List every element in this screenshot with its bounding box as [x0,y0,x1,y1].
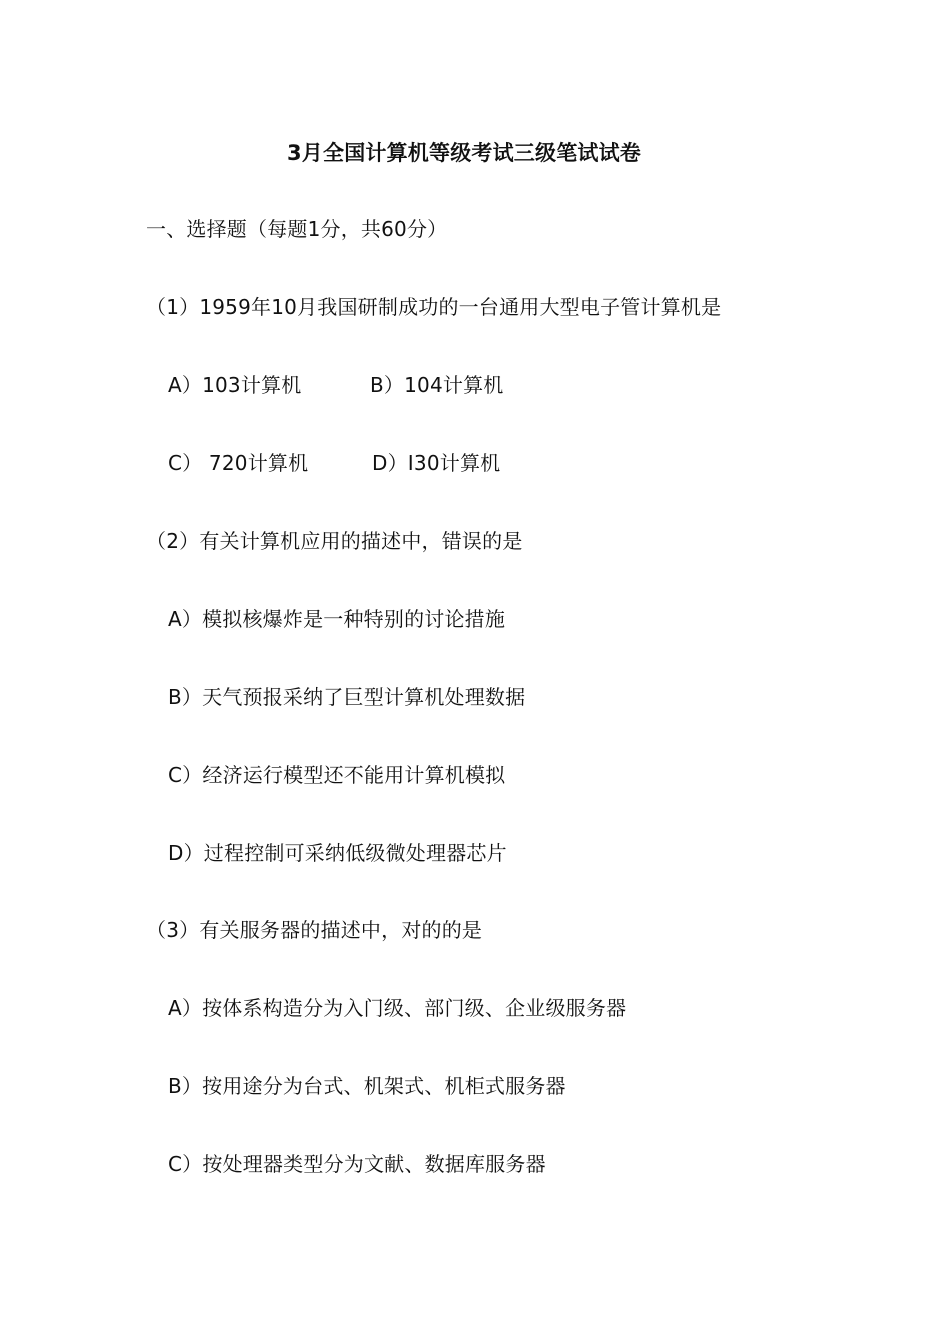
question-3-option-b: B）按用途分为台式、机架式、机柜式服务器 [168,1074,566,1098]
question-3-option-c: C）按处理器类型分为文献、数据库服务器 [168,1152,546,1176]
question-3-option-a: A）按体系构造分为入门级、部门级、企业级服务器 [168,996,627,1020]
question-1-option-c: C） 720计算机 [168,451,309,475]
question-2-stem: （2）有关计算机应用的描述中，错误的是 [146,529,523,553]
question-2-option-d: D）过程控制可采纳低级微处理器芯片 [168,841,507,865]
question-1-option-d: D）I30计算机 [372,451,501,475]
page-title: 3月全国计算机等级考试三级笔试试卷 [287,141,642,165]
question-2-option-b: B）天气预报采纳了巨型计算机处理数据 [168,685,526,709]
section-heading: 一、选择题（每题1分，共60分） [146,217,448,241]
question-2-option-c: C）经济运行模型还不能用计算机模拟 [168,763,506,787]
question-1-option-b: B）104计算机 [370,373,504,397]
question-3-stem: （3）有关服务器的描述中，对的的是 [146,918,483,942]
question-1-stem: （1）1959年10月我国研制成功的一台通用大型电子管计算机是 [146,295,722,319]
question-2-option-a: A）模拟核爆炸是一种特别的讨论措施 [168,607,506,631]
question-1-option-a: A）103计算机 [168,373,302,397]
